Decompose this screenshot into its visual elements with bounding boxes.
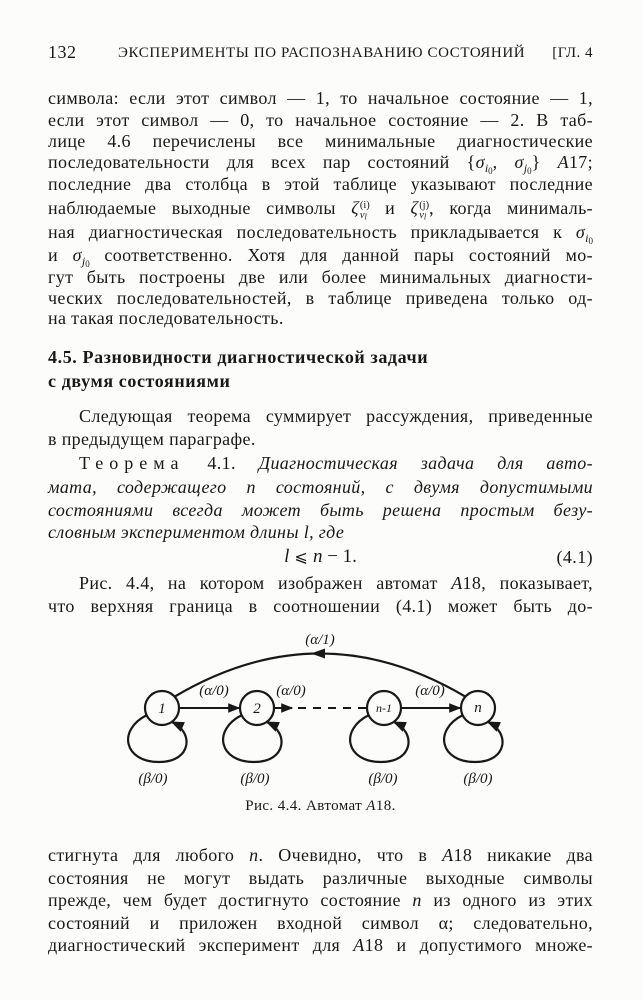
text-segment: стигнута для любого [48,845,250,865]
text-segment: , [492,152,515,172]
para3-line-1 [79,572,593,594]
subscript [585,231,593,245]
text-segment: 18, показывает, [462,573,594,593]
loop-label-4: (β/0) [463,771,493,787]
text-segment: 18 никакие два [453,845,593,865]
para1-line-10: ческих последовательностей, в таблице приведена только од- [48,288,593,308]
equation-rest: − 1. [322,546,357,567]
state-label-1: 1 [158,701,166,717]
variable-n: n [249,845,259,865]
para1-line-5: последние два столбца в этой таблице указывают последние [48,174,593,194]
index-zero: 0 [488,166,493,176]
theorem-text: Диагностическая задача для авто- [258,453,593,473]
para1-line-6 [48,197,593,223]
alpha-symbol: α [438,913,449,933]
zeta-scripts [360,201,370,223]
index-j: j [523,161,528,175]
text-segment: ная диагностическая последовательность прикладывается к [48,222,576,242]
automaton-a18-diagram [0,620,643,800]
section-heading-line-2: с двумя состояниями [48,371,231,391]
equation-number: (4.1) [556,547,593,567]
theorem-line-4 [48,521,593,543]
para1-line-1: символа: если этот символ — 1, то начальное состояние — 1, [48,88,593,108]
caption-text: Рис. 4.4. Автомат [245,798,367,814]
para1-line-7 [48,221,593,246]
para1-line-11: на такая последовательность. [48,308,284,328]
variable-l: l [303,522,310,542]
text-segment: состояний, с двумя допустимыми [255,477,594,497]
automaton-letter: A [366,798,376,814]
sigma-symbol: σ [575,222,586,242]
para4-line-4 [48,912,593,934]
text-segment: , когда минималь- [429,198,593,218]
text-segment: Рис. 4.4, на котором изображен автомат [79,573,452,593]
leq-symbol: ⩽ [289,547,313,566]
text-segment: наблюдаемые выходные символы [48,198,352,218]
loop-label-2: (β/0) [240,771,270,787]
zeta-scripts [419,201,429,223]
para4-line-2: состояния не могут выдать различные выходные символы [48,868,593,888]
loop-label-3: (β/0) [368,771,398,787]
caption-text: 18. [375,798,396,814]
index-v: v [419,210,424,222]
state-label-n: n [474,700,482,716]
superscript-i: (i) [359,200,370,212]
automaton-letter: A [353,935,365,955]
sigma-i0 [475,152,493,176]
zeta-base: ζ [351,198,359,218]
para2-line-2: в предыдущем параграфе. [48,429,256,449]
index-i: i [484,161,489,175]
sigma-symbol: σ [72,245,82,265]
zeta-j-symbol [410,198,430,223]
para3-line-2: что верхняя граница в соотношении (4.1) может быть до- [48,596,593,616]
variable-n: n [312,546,323,567]
sigma-j0 [514,152,532,176]
index-zero: 0 [588,236,593,246]
index-l: l [364,213,367,223]
text-segment: диагностический эксперимент для [48,935,354,955]
text-segment: ; следовательно, [448,913,593,933]
text-segment: и [369,198,411,218]
para1-line-8 [48,244,593,269]
superscript-j: (j) [419,200,430,212]
section-heading-line-1: 4.5. Разновидности диагностической задачи [48,347,429,367]
text-segment: словным экспериментом длины [48,522,304,542]
chapter-marker: [ГЛ. 4 [552,45,593,61]
index-zero: 0 [85,259,90,269]
automaton-letter: A [442,845,454,865]
variable-n: n [412,890,422,910]
zeta-base: ζ [410,198,419,218]
sigma-i0 [575,222,593,246]
para1-line-3: лице 4.6 перечислены все минимальные диагностические [48,131,593,151]
para4-line-5 [48,934,593,956]
theorem-number: 4.1. [184,453,259,473]
text-segment: из одного из этих [421,890,593,910]
index-j: j [81,254,86,268]
edge-label-1: (α/0) [199,683,229,699]
edge-label-3: (α/0) [415,683,445,699]
running-title: ЭКСПЕРИМЕНТЫ ПО РАСПОЗНАВАНИЮ СОСТОЯНИЙ [118,45,526,61]
index-zero: 0 [527,166,532,176]
zeta-i-symbol [351,198,370,223]
automaton-letter: A [451,573,463,593]
variable-l: l [284,546,290,567]
text-segment: } [531,152,558,172]
text-segment: , где [309,522,345,542]
text-segment: . Очевидно, что в [258,845,443,865]
text-segment: 18 и допустимого множе- [364,935,593,955]
state-label-n-1: n-1 [376,701,392,715]
loop-label-1: (β/0) [138,771,168,787]
variable-n: n [246,477,256,497]
text-segment: состояний и приложен входной символ [48,913,439,933]
arc-label: (α/1) [305,632,335,648]
para1-line-4 [48,151,594,176]
text-segment: последовательности для всех пар состояний { [48,152,476,172]
index-v: v [359,210,365,222]
figure-caption [48,797,593,815]
text-segment: мата, содержащего [48,477,247,497]
text-segment: прежде, чем будет достигнуто состояние [48,890,413,910]
sigma-symbol: σ [475,152,485,172]
para2-line-1: Следующая теорема суммирует рассуждения, приведенные [79,406,593,426]
sigma-j0 [72,245,90,269]
automaton-letter: A [557,152,569,172]
index-l: l [423,213,427,223]
page-number: 132 [48,42,77,62]
edge-label-2: (α/0) [276,683,306,699]
text-segment: и [48,245,73,265]
theorem-line-3: состояниями всегда может быть решена простым безу- [48,500,593,520]
para4-line-1 [48,844,593,866]
theorem-label: Теорема [79,453,185,473]
index-i: i [585,231,589,245]
arc-arrowhead-icon [311,649,325,659]
text-segment: соответственно. Хотя для данной пары состояний мо- [89,245,593,265]
para1-line-2: если этот символ — 0, то начальное состояние — 2. В таб- [48,110,593,130]
text-segment: 17; [568,152,594,172]
theorem-line-1 [79,452,593,474]
state-label-2: 2 [253,701,261,717]
theorem-line-2 [48,476,593,498]
para1-line-9: гут быть построены две или более минимальных диагности- [48,267,593,287]
sigma-symbol: σ [514,152,524,172]
para4-line-3 [48,889,593,911]
